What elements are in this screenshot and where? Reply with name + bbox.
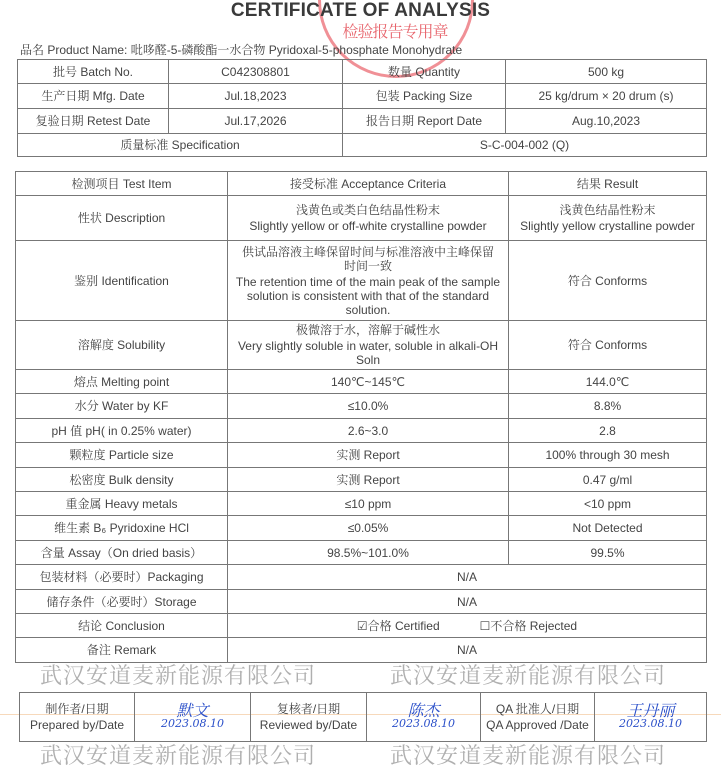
criteria: 实测 Report <box>228 468 509 492</box>
criteria: ≤10 ppm <box>228 492 509 516</box>
result: 2.8 <box>509 419 707 443</box>
packing-value: 25 kg/drum × 20 drum (s) <box>506 84 707 109</box>
product-info-table <box>17 59 707 157</box>
test-item: 包装材料（必要时）Packaging <box>16 565 228 590</box>
quantity-label: 数量 Quantity <box>343 60 506 84</box>
prepared-label-cn: 制作者/日期 <box>45 702 109 716</box>
table-row <box>16 419 707 443</box>
result: 0.47 g/ml <box>509 468 707 492</box>
table-row <box>16 370 707 394</box>
table-row <box>16 196 707 241</box>
approved-label-cn: QA 批准人/日期 <box>495 702 580 716</box>
approved-label <box>481 693 595 742</box>
header-result: 结果 Result <box>509 172 707 196</box>
stamp-text: 检验报告专用章 <box>342 22 448 41</box>
table-row <box>16 590 707 614</box>
quantity-value: 500 kg <box>506 60 707 84</box>
table-row <box>16 321 707 370</box>
certified-checkbox: ☑合格 Certified <box>356 618 440 633</box>
remark-value: N/A <box>228 638 707 663</box>
criteria-en: Slightly yellow or off-white crystalline powder <box>249 219 487 233</box>
reviewed-label <box>251 693 367 742</box>
criteria: 实测 Report <box>228 443 509 468</box>
criteria-cn: 浅黄色或类白色结晶性粉末 <box>295 203 440 217</box>
signature-table <box>19 692 707 742</box>
report-value: Aug.10,2023 <box>506 109 707 134</box>
test-item: pH 值 pH( in 0.25% water) <box>16 419 228 443</box>
batch-value: C042308801 <box>169 60 343 84</box>
retest-label: 复验日期 Retest Date <box>18 109 169 134</box>
result: 99.5% <box>509 541 707 565</box>
prepared-signature <box>135 693 251 742</box>
signature-date: 2023.08.10 <box>161 717 224 730</box>
criteria <box>228 241 509 321</box>
criteria: 140℃~145℃ <box>228 370 509 394</box>
table-row <box>16 468 707 492</box>
criteria-en: Very slightly soluble in water, soluble in alkali-OH Soln <box>237 339 499 367</box>
table-row <box>16 516 707 541</box>
test-item: 维生素 B₆ Pyridoxine HCl <box>16 516 228 541</box>
result-en: Slightly yellow crystalline powder <box>520 219 695 233</box>
document-title: CERTIFICATE OF ANALYSIS <box>230 0 491 21</box>
criteria-cn: 极微溶于水，溶解于碱性水 <box>295 323 440 337</box>
test-item: 含量 Assay（On dried basis） <box>16 541 228 565</box>
signature-name: 陈杰 <box>407 701 440 720</box>
prepared-label <box>20 693 135 742</box>
test-item: 溶解度 Solubility <box>16 321 228 370</box>
table-row <box>16 394 707 419</box>
result: 100% through 30 mesh <box>509 443 707 468</box>
table-row <box>16 614 707 638</box>
conclusion-value <box>228 614 707 638</box>
criteria <box>228 196 509 241</box>
result: Not Detected <box>509 516 707 541</box>
result-cn: 浅黄色结晶性粉末 <box>559 203 656 217</box>
header-test-item: 检测项目 Test Item <box>16 172 228 196</box>
criteria-en: The retention time of the main peak of the sample solution is consistent with that of the standard solution. <box>235 274 501 317</box>
test-item: 熔点 Melting point <box>16 370 228 394</box>
mfg-value: Jul.18,2023 <box>169 84 343 109</box>
spec-value: S-C-004-002 (Q) <box>343 134 707 157</box>
test-item: 性状 Description <box>16 196 228 241</box>
signature-date: 2023.08.10 <box>619 717 682 730</box>
watermark: 武汉安道麦新能源有限公司 <box>390 743 667 768</box>
test-item: 鉴别 Identification <box>16 241 228 321</box>
test-item: 结论 Conclusion <box>16 614 228 638</box>
criteria: 2.6~3.0 <box>228 419 509 443</box>
test-item: 水分 Water by KF <box>16 394 228 419</box>
watermark: 武汉安道麦新能源有限公司 <box>390 663 667 688</box>
result: 8.8% <box>509 394 707 419</box>
table-row <box>16 638 707 663</box>
report-label: 报告日期 Report Date <box>343 109 506 134</box>
result: 144.0℃ <box>509 370 707 394</box>
spec-label: 质量标准 Specification <box>18 134 343 157</box>
signature-date: 2023.08.10 <box>392 717 455 730</box>
table-header-row <box>16 172 707 196</box>
criteria: ≤0.05% <box>228 516 509 541</box>
table-row <box>16 492 707 516</box>
criteria-cn: 供试品溶液主峰保留时间与标准溶液中主峰保留时间一致 <box>241 244 494 273</box>
table-row <box>16 443 707 468</box>
criteria <box>228 321 509 370</box>
storage-value: N/A <box>228 590 707 614</box>
table-row <box>16 241 707 321</box>
table-row <box>16 565 707 590</box>
result: <10 ppm <box>509 492 707 516</box>
packaging-value: N/A <box>228 565 707 590</box>
test-results-table <box>15 171 707 663</box>
signature-name: 王丹丽 <box>626 701 675 720</box>
result: 符合 Conforms <box>509 321 707 370</box>
mfg-label: 生产日期 Mfg. Date <box>18 84 169 109</box>
test-item: 颗粒度 Particle size <box>16 443 228 468</box>
test-item: 松密度 Bulk density <box>16 468 228 492</box>
test-item: 储存条件（必要时）Storage <box>16 590 228 614</box>
batch-label: 批号 Batch No. <box>18 60 169 84</box>
prepared-label-en: Prepared by/Date <box>29 718 125 732</box>
result <box>509 196 707 241</box>
retest-value: Jul.17,2026 <box>169 109 343 134</box>
test-item: 备注 Remark <box>16 638 228 663</box>
approved-label-en: QA Approved /Date <box>486 718 589 732</box>
table-row <box>16 541 707 565</box>
watermark: 武汉安道麦新能源有限公司 <box>40 663 317 688</box>
approved-signature <box>595 693 707 742</box>
watermark: 武汉安道麦新能源有限公司 <box>40 743 317 768</box>
criteria: ≤10.0% <box>228 394 509 419</box>
test-item: 重金属 Heavy metals <box>16 492 228 516</box>
result: 符合 Conforms <box>509 241 707 321</box>
product-name: 品名 Product Name: 吡哆醛-5-磷酸酯一水合物 Pyridoxal-5-phosphate Monohydrate <box>20 43 463 57</box>
signature-name: 默文 <box>176 701 209 720</box>
packing-label: 包装 Packing Size <box>343 84 506 109</box>
criteria: 98.5%~101.0% <box>228 541 509 565</box>
rejected-checkbox: ☐不合格 Rejected <box>479 618 578 633</box>
reviewed-label-en: Reviewed by/Date <box>259 718 358 732</box>
reviewed-label-cn: 复核者/日期 <box>276 702 341 716</box>
header-criteria: 接受标准 Acceptance Criteria <box>228 172 509 196</box>
reviewed-signature <box>367 693 481 742</box>
